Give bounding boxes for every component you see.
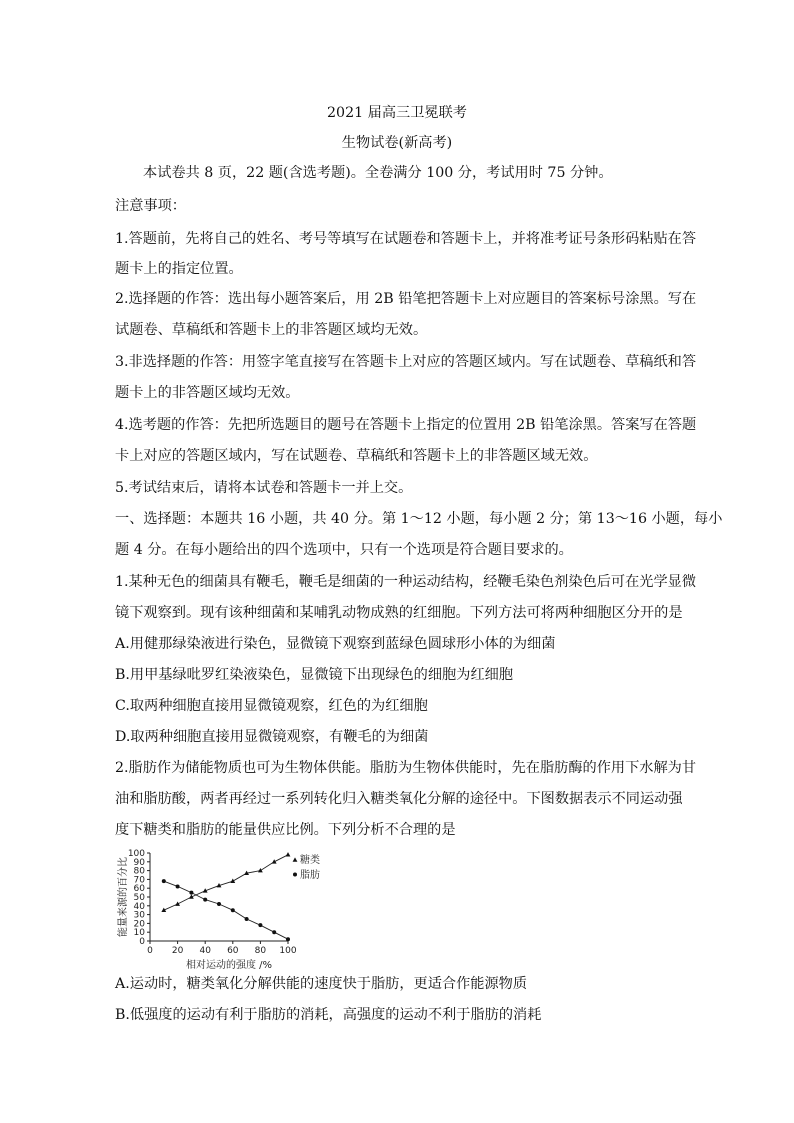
x-tick-label: 80: [254, 946, 267, 956]
notice-line: 3.非选择题的作答：用签字笔直接写在答题卡上对应的答题区域内。写在试题卷、草稿纸和答: [115, 354, 697, 370]
legend-label: 糖类: [300, 855, 320, 866]
y-tick-label: 100: [127, 849, 145, 859]
x-tick-label: 100: [279, 946, 297, 956]
y-axis-label: 能量来源的百分比: [118, 857, 129, 937]
notice-line: 1.答题前，先将自己的姓名、考号等填写在试题卷和答题卡上，并将准考证号条形码粘贴在答: [115, 231, 697, 247]
notice-line: 题卡上的指定位置。: [115, 261, 243, 277]
fat-data-point: [286, 937, 290, 941]
sugar-data-point: [230, 879, 235, 883]
question-2-stem: 油和脂肪酸，两者再经过一系列转化归入糖类氧化分解的途径中。下图数据表示不同运动强: [115, 791, 683, 807]
question-1-option-b: B.用甲基绿吡罗红染液染色，显微镜下出现绿色的细胞为红细胞: [115, 667, 514, 683]
section-heading-line: 题 4 分。在每小题给出的四个选项中，只有一个选项是符合题目要求的。: [115, 542, 573, 558]
chart-marks: [161, 852, 290, 941]
x-tick-label: 20: [171, 946, 184, 956]
fat-data-point: [217, 902, 221, 906]
series-line-sugar: [164, 855, 288, 910]
question-1-stem: 镜下观察到。现有该种细菌和某哺乳动物成熟的红细胞。下列方法可将两种细胞区分开的是: [115, 605, 683, 621]
y-tick-label: 40: [133, 901, 145, 912]
fat-data-point: [245, 917, 249, 921]
fat-data-point: [176, 884, 180, 888]
question-2-option-a: A.运动时，糖类氧化分解供能的速度快于脂肪，更适合作能源物质: [115, 976, 528, 992]
y-tick-label: 0: [139, 937, 145, 947]
exam-subtitle: 生物试卷(新高考): [341, 135, 453, 151]
y-tick-label: 70: [133, 875, 145, 886]
chart-axes: [116, 849, 297, 970]
energy-source-chart: [100, 845, 360, 970]
intro-text: 本试卷共 8 页，22 题(含选考题)。全卷满分 100 分，考试用时 75 分钟。: [143, 165, 613, 181]
question-1-option-d: D.取两种细胞直接用显微镜观察，有鞭毛的为细菌: [115, 729, 429, 745]
y-tick-label: 80: [133, 866, 145, 877]
legend-marker-sugar: [293, 857, 298, 861]
notice-line: 2.选择题的作答：选出每小题答案后，用 2B 铅笔把答题卡上对应题目的答案标号涂黑。写在: [115, 291, 697, 307]
notice-line: 卡上对应的答题区域内，写在试题卷、草稿纸和答题卡上的非答题区域无效。: [115, 448, 598, 464]
fat-data-point: [272, 930, 276, 934]
x-tick-label: 60: [227, 946, 239, 956]
y-tick-label: 90: [133, 857, 145, 868]
x-tick-label: 0: [147, 946, 153, 956]
chart-legend: [293, 853, 320, 881]
section-heading-line: 一、选择题：本题共 16 小题，共 40 分。第 1～12 小题，每小题 2 分；第 13～16 小题，每小: [115, 511, 723, 527]
question-2-stem: 度下糖类和脂肪的能量供应比例。下列分析不合理的是: [115, 822, 456, 838]
notice-line: 试题卷、草稿纸和答题卡上的非答题区域均无效。: [115, 322, 428, 338]
series-line-fat: [164, 881, 288, 939]
x-tick-label: 40: [199, 946, 211, 956]
question-1-stem: 1.某种无色的细菌具有鞭毛，鞭毛是细菌的一种运动结构，经鞭毛染色剂染色后可在光学显微: [115, 574, 697, 590]
legend-label: 脂肪: [300, 870, 320, 881]
exam-title: 2021 届高三卫冕联考: [327, 105, 467, 121]
fat-data-point: [231, 908, 235, 912]
x-axis-label: 相对运动的强度 /%: [185, 960, 273, 970]
y-tick-label: 50: [133, 893, 145, 903]
fat-data-point: [162, 879, 166, 883]
y-tick-label: 60: [133, 884, 145, 895]
fat-data-point: [189, 891, 193, 895]
legend-marker-fat: [293, 873, 297, 877]
notice-heading: 注意事项：: [115, 198, 186, 214]
sugar-data-point: [258, 868, 263, 872]
notice-line: 5.考试结束后，请将本试卷和答题卡一并上交。: [115, 480, 413, 496]
y-tick-label: 30: [133, 910, 145, 921]
question-2-stem: 2.脂肪作为储能物质也可为生物体供能。脂肪为生物体供能时，先在脂肪酶的作用下水解为甘: [115, 760, 697, 776]
question-1-option-a: A.用健那绿染液进行染色，显微镜下观察到蓝绿色圆球形小体的为细菌: [115, 636, 556, 652]
notice-line: 题卡上的非答题区域均无效。: [115, 385, 300, 401]
y-tick-label: 10: [133, 928, 145, 939]
notice-line: 4.选考题的作答：先把所选题目的题号在答题卡上指定的位置用 2B 铅笔涂黑。答案写在答题: [115, 417, 697, 433]
sugar-data-point: [286, 852, 291, 856]
fat-data-point: [203, 898, 207, 902]
y-tick-label: 20: [133, 919, 145, 930]
question-1-option-c: C.取两种细胞直接用显微镜观察，红色的为红细胞: [115, 698, 428, 714]
question-2-option-b: B.低强度的运动有利于脂肪的消耗，高强度的运动不利于脂肪的消耗: [115, 1007, 542, 1023]
fat-data-point: [258, 923, 262, 927]
